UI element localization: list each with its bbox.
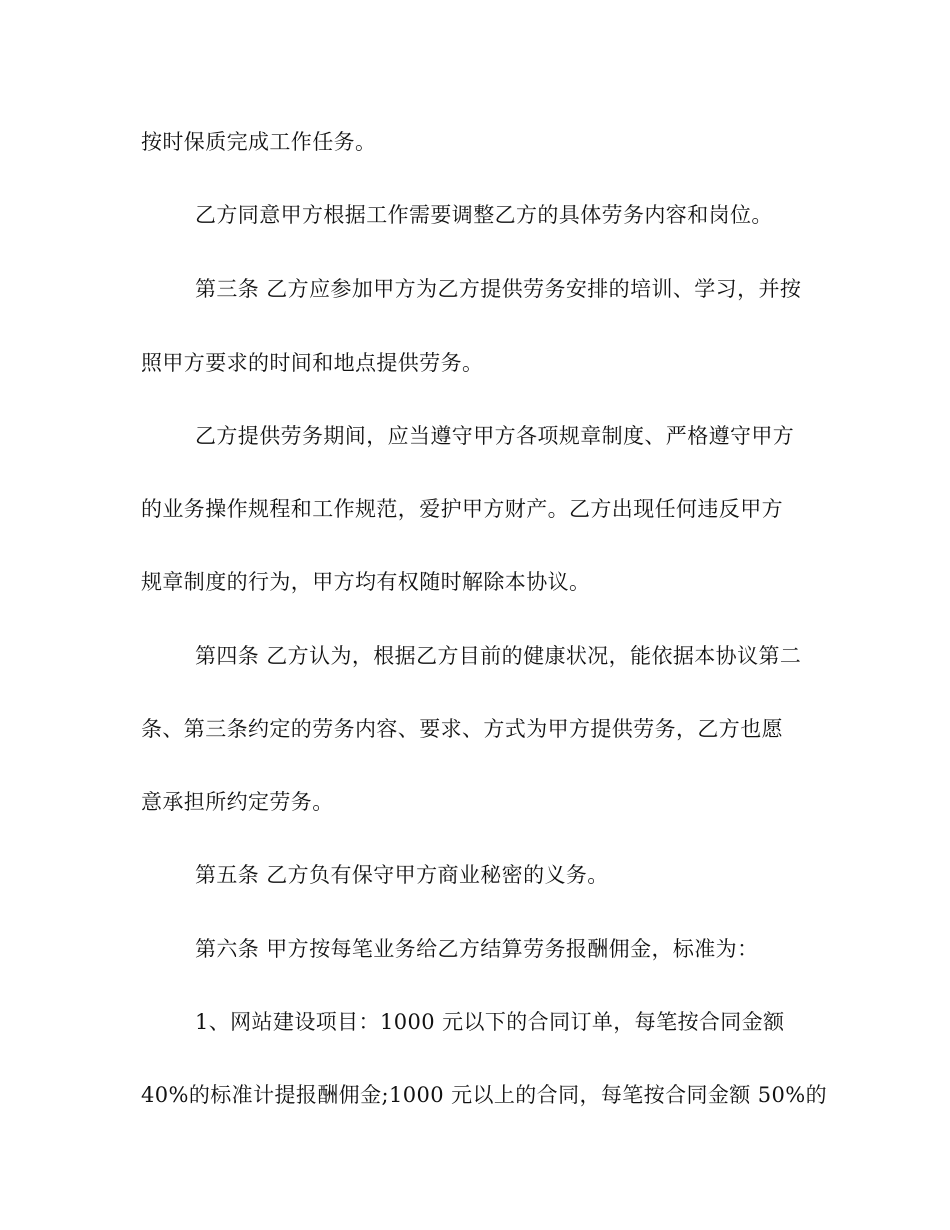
- text-line: 乙方提供劳务期间，应当遵守甲方各项规章制度、严格遵守甲方: [195, 424, 795, 448]
- text-line: 意承担所约定劳务。: [141, 790, 334, 814]
- text-line: 第五条 乙方负有保守甲方商业秘密的义务。: [195, 863, 609, 887]
- text-line: 按时保质完成工作任务。: [141, 130, 377, 154]
- text-line: 照甲方要求的时间和地点提供劳务。: [141, 351, 484, 375]
- text-line: 的业务操作规程和工作规范，爱护甲方财产。乙方出现任何违反甲方: [141, 497, 783, 521]
- text-line: 1、网站建设项目：1000 元以下的合同订单，每笔按合同金额: [195, 1010, 785, 1034]
- text-line: 第六条 甲方按每笔业务给乙方结算劳务报酬佣金，标准为：: [195, 937, 759, 961]
- text-line: 40%的标准计提报酬佣金;1000 元以上的合同，每笔按合同金额 50%的: [141, 1083, 828, 1107]
- text-line: 第四条 乙方认为，根据乙方目前的健康状况，能依据本协议第二: [195, 644, 802, 668]
- text-line: 第三条 乙方应参加甲方为乙方提供劳务安排的培训、学习，并按: [195, 277, 802, 301]
- text-line: 规章制度的行为，甲方均有权随时解除本协议。: [141, 570, 591, 594]
- text-line: 乙方同意甲方根据工作需要调整乙方的具体劳务内容和岗位。: [195, 203, 773, 227]
- text-line: 条、第三条约定的劳务内容、要求、方式为甲方提供劳务，乙方也愿: [141, 717, 783, 741]
